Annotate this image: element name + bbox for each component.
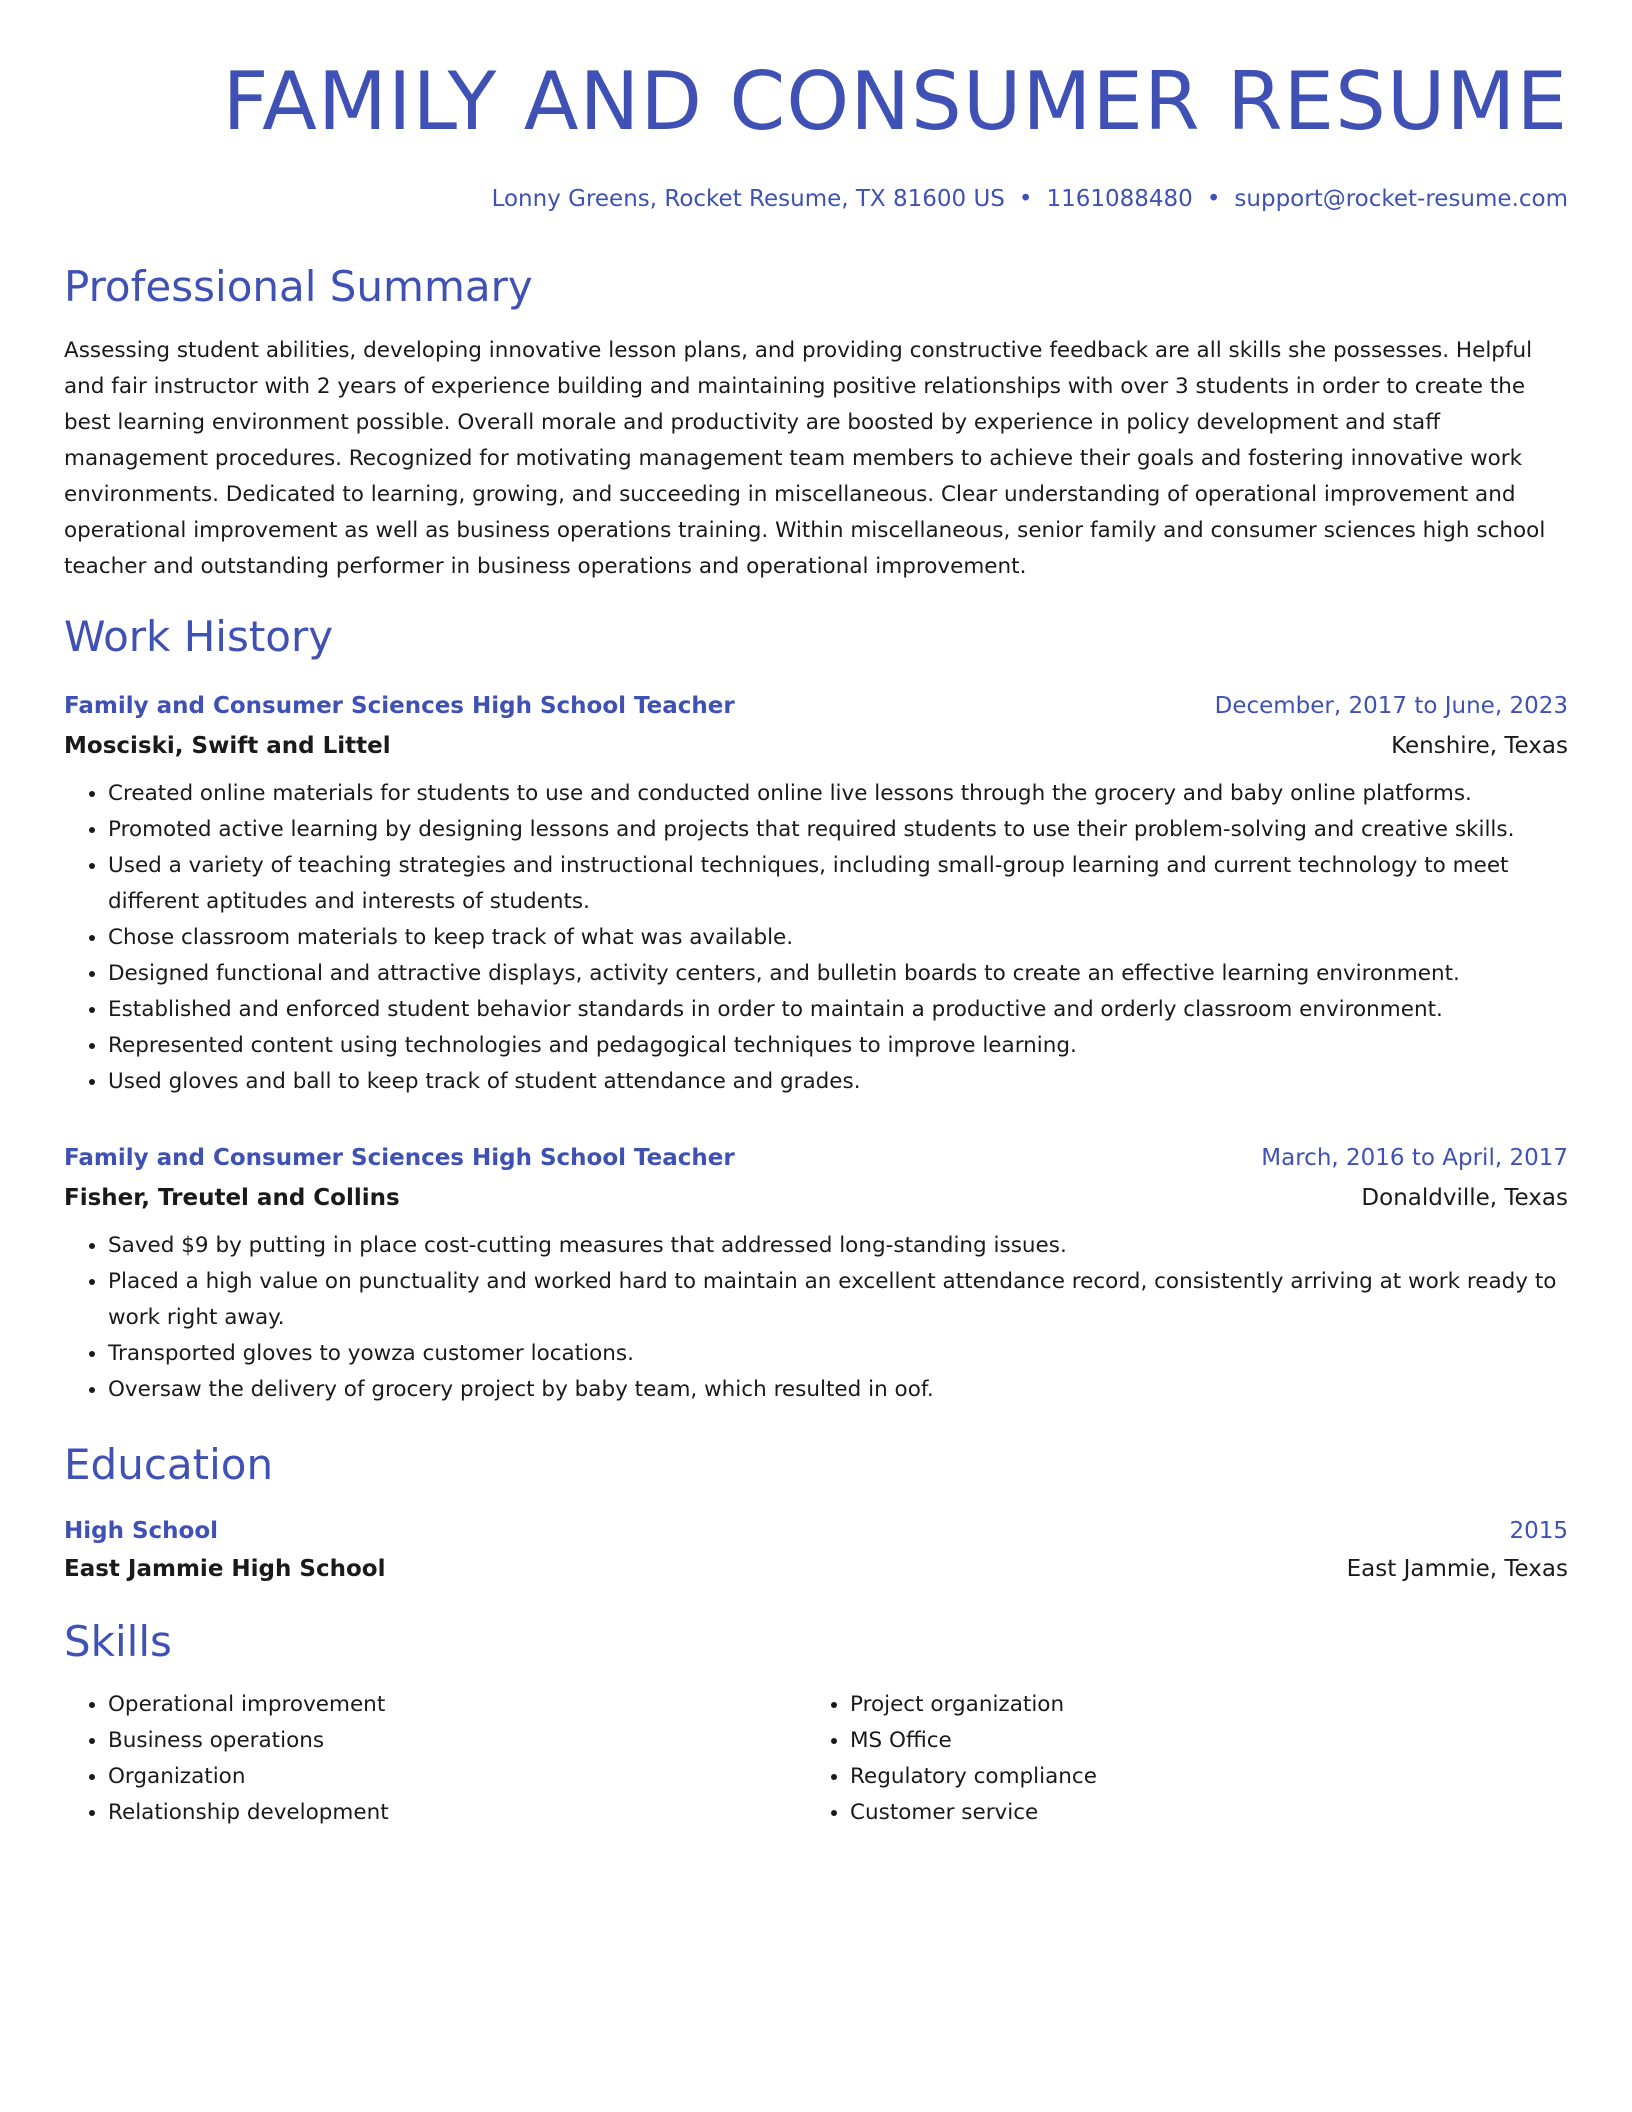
skill-item: • Regulatory compliance [850, 1759, 1548, 1795]
job-bullet: • Created online materials for students to use and conducted online live lessons through the grocery and baby online platforms. [108, 776, 1568, 812]
contact-line [492, 184, 1568, 214]
skill-item: • Project organization [850, 1687, 1548, 1723]
job-employer: Fisher, Treutel and Collins [64, 1185, 400, 1211]
job-title: Family and Consumer Sciences High School Teacher [64, 693, 735, 719]
job-bullets [64, 776, 1568, 1100]
job-bullet: • Used a variety of teaching strategies and instructional techniques, including small-group learning and current technology to meet different aptitudes and interests of students. [108, 848, 1568, 920]
job-bullets [64, 1228, 1568, 1408]
skills-list [64, 1687, 1568, 1831]
job-location: Donaldville, Texas [1361, 1185, 1568, 1211]
work-history-heading: Work History [64, 612, 334, 661]
job-bullet: • Used gloves and ball to keep track of student attendance and grades. [108, 1064, 1568, 1100]
contact-phone[interactable]: 1161088480 [1046, 186, 1193, 212]
job-bullet: • Chose classroom materials to keep track of what was available. [108, 920, 1568, 956]
contact-email[interactable]: support@rocket-resume.com [1234, 186, 1568, 212]
summary-text: Assessing student abilities, developing innovative lesson plans, and providing constructive feedback are all skills she possesses. Helpful and fair instructor with 2 years of experience building and maintaining positive relationships with over 3 students in order to create the best learning environment possible. Overall morale and productivity are boosted by experience in policy development and staff management procedures. Recognized for motivating management team members to achieve their goals and fostering innovative work environments. Dedicated to learning, growing, and succeeding in miscellaneous. Clear understanding of operational improvement and operational improvement as well as business operations training. Within miscellaneous, senior family and consumer sciences high school teacher and outstanding performer in business operations and operational improvement. [64, 338, 1546, 579]
job-bullet: • Transported gloves to yowza customer locations. [108, 1336, 1568, 1372]
skill-item: • Business operations [108, 1723, 806, 1759]
job-entry [64, 686, 1568, 1100]
resume-title: FAMILY AND CONSUMER RESUME [222, 55, 1568, 148]
skills-column-right [806, 1687, 1548, 1831]
skill-item: • Relationship development [108, 1795, 806, 1831]
job-entry [64, 1138, 1568, 1408]
job-bullet: • Saved $9 by putting in place cost-cutting measures that addressed long-standing issues. [108, 1228, 1568, 1264]
job-employer: Mosciski, Swift and Littel [64, 733, 391, 759]
job-bullet: • Established and enforced student behavior standards in order to maintain a productive and orderly classroom environment. [108, 992, 1568, 1028]
summary-heading: Professional Summary [64, 262, 533, 311]
skill-item: • Customer service [850, 1795, 1548, 1831]
skill-item: • MS Office [850, 1723, 1548, 1759]
skill-item: • Organization [108, 1759, 806, 1795]
job-bullet: • Represented content using technologies and pedagogical techniques to improve learning. [108, 1028, 1568, 1064]
job-bullet: • Designed functional and attractive displays, activity centers, and bulletin boards to create an effective learning environment. [108, 956, 1568, 992]
contact-separator: • [1206, 186, 1221, 212]
skills-heading: Skills [64, 1617, 172, 1666]
skills-column-left [64, 1687, 806, 1831]
education-heading: Education [64, 1440, 274, 1489]
job-dates: March, 2016 to April, 2017 [1261, 1145, 1568, 1171]
education-entry [64, 1512, 1568, 1588]
education-year: 2015 [1509, 1518, 1568, 1544]
job-bullet: • Oversaw the delivery of grocery project by baby team, which resulted in oof. [108, 1372, 1568, 1408]
job-dates: December, 2017 to June, 2023 [1214, 693, 1568, 719]
contact-separator: • [1018, 186, 1033, 212]
skill-item: • Operational improvement [108, 1687, 806, 1723]
job-bullet: • Promoted active learning by designing lessons and projects that required students to use their problem-solving and creative skills. [108, 812, 1568, 848]
education-degree: High School [64, 1518, 219, 1544]
job-title: Family and Consumer Sciences High School Teacher [64, 1145, 735, 1171]
job-bullet: • Placed a high value on punctuality and worked hard to maintain an excellent attendance record, consistently arriving at work ready to work right away. [108, 1264, 1568, 1336]
job-location: Kenshire, Texas [1391, 733, 1568, 759]
education-location: East Jammie, Texas [1346, 1556, 1568, 1582]
education-school: East Jammie High School [64, 1556, 386, 1582]
contact-address: Lonny Greens, Rocket Resume, TX 81600 US [491, 186, 1005, 212]
